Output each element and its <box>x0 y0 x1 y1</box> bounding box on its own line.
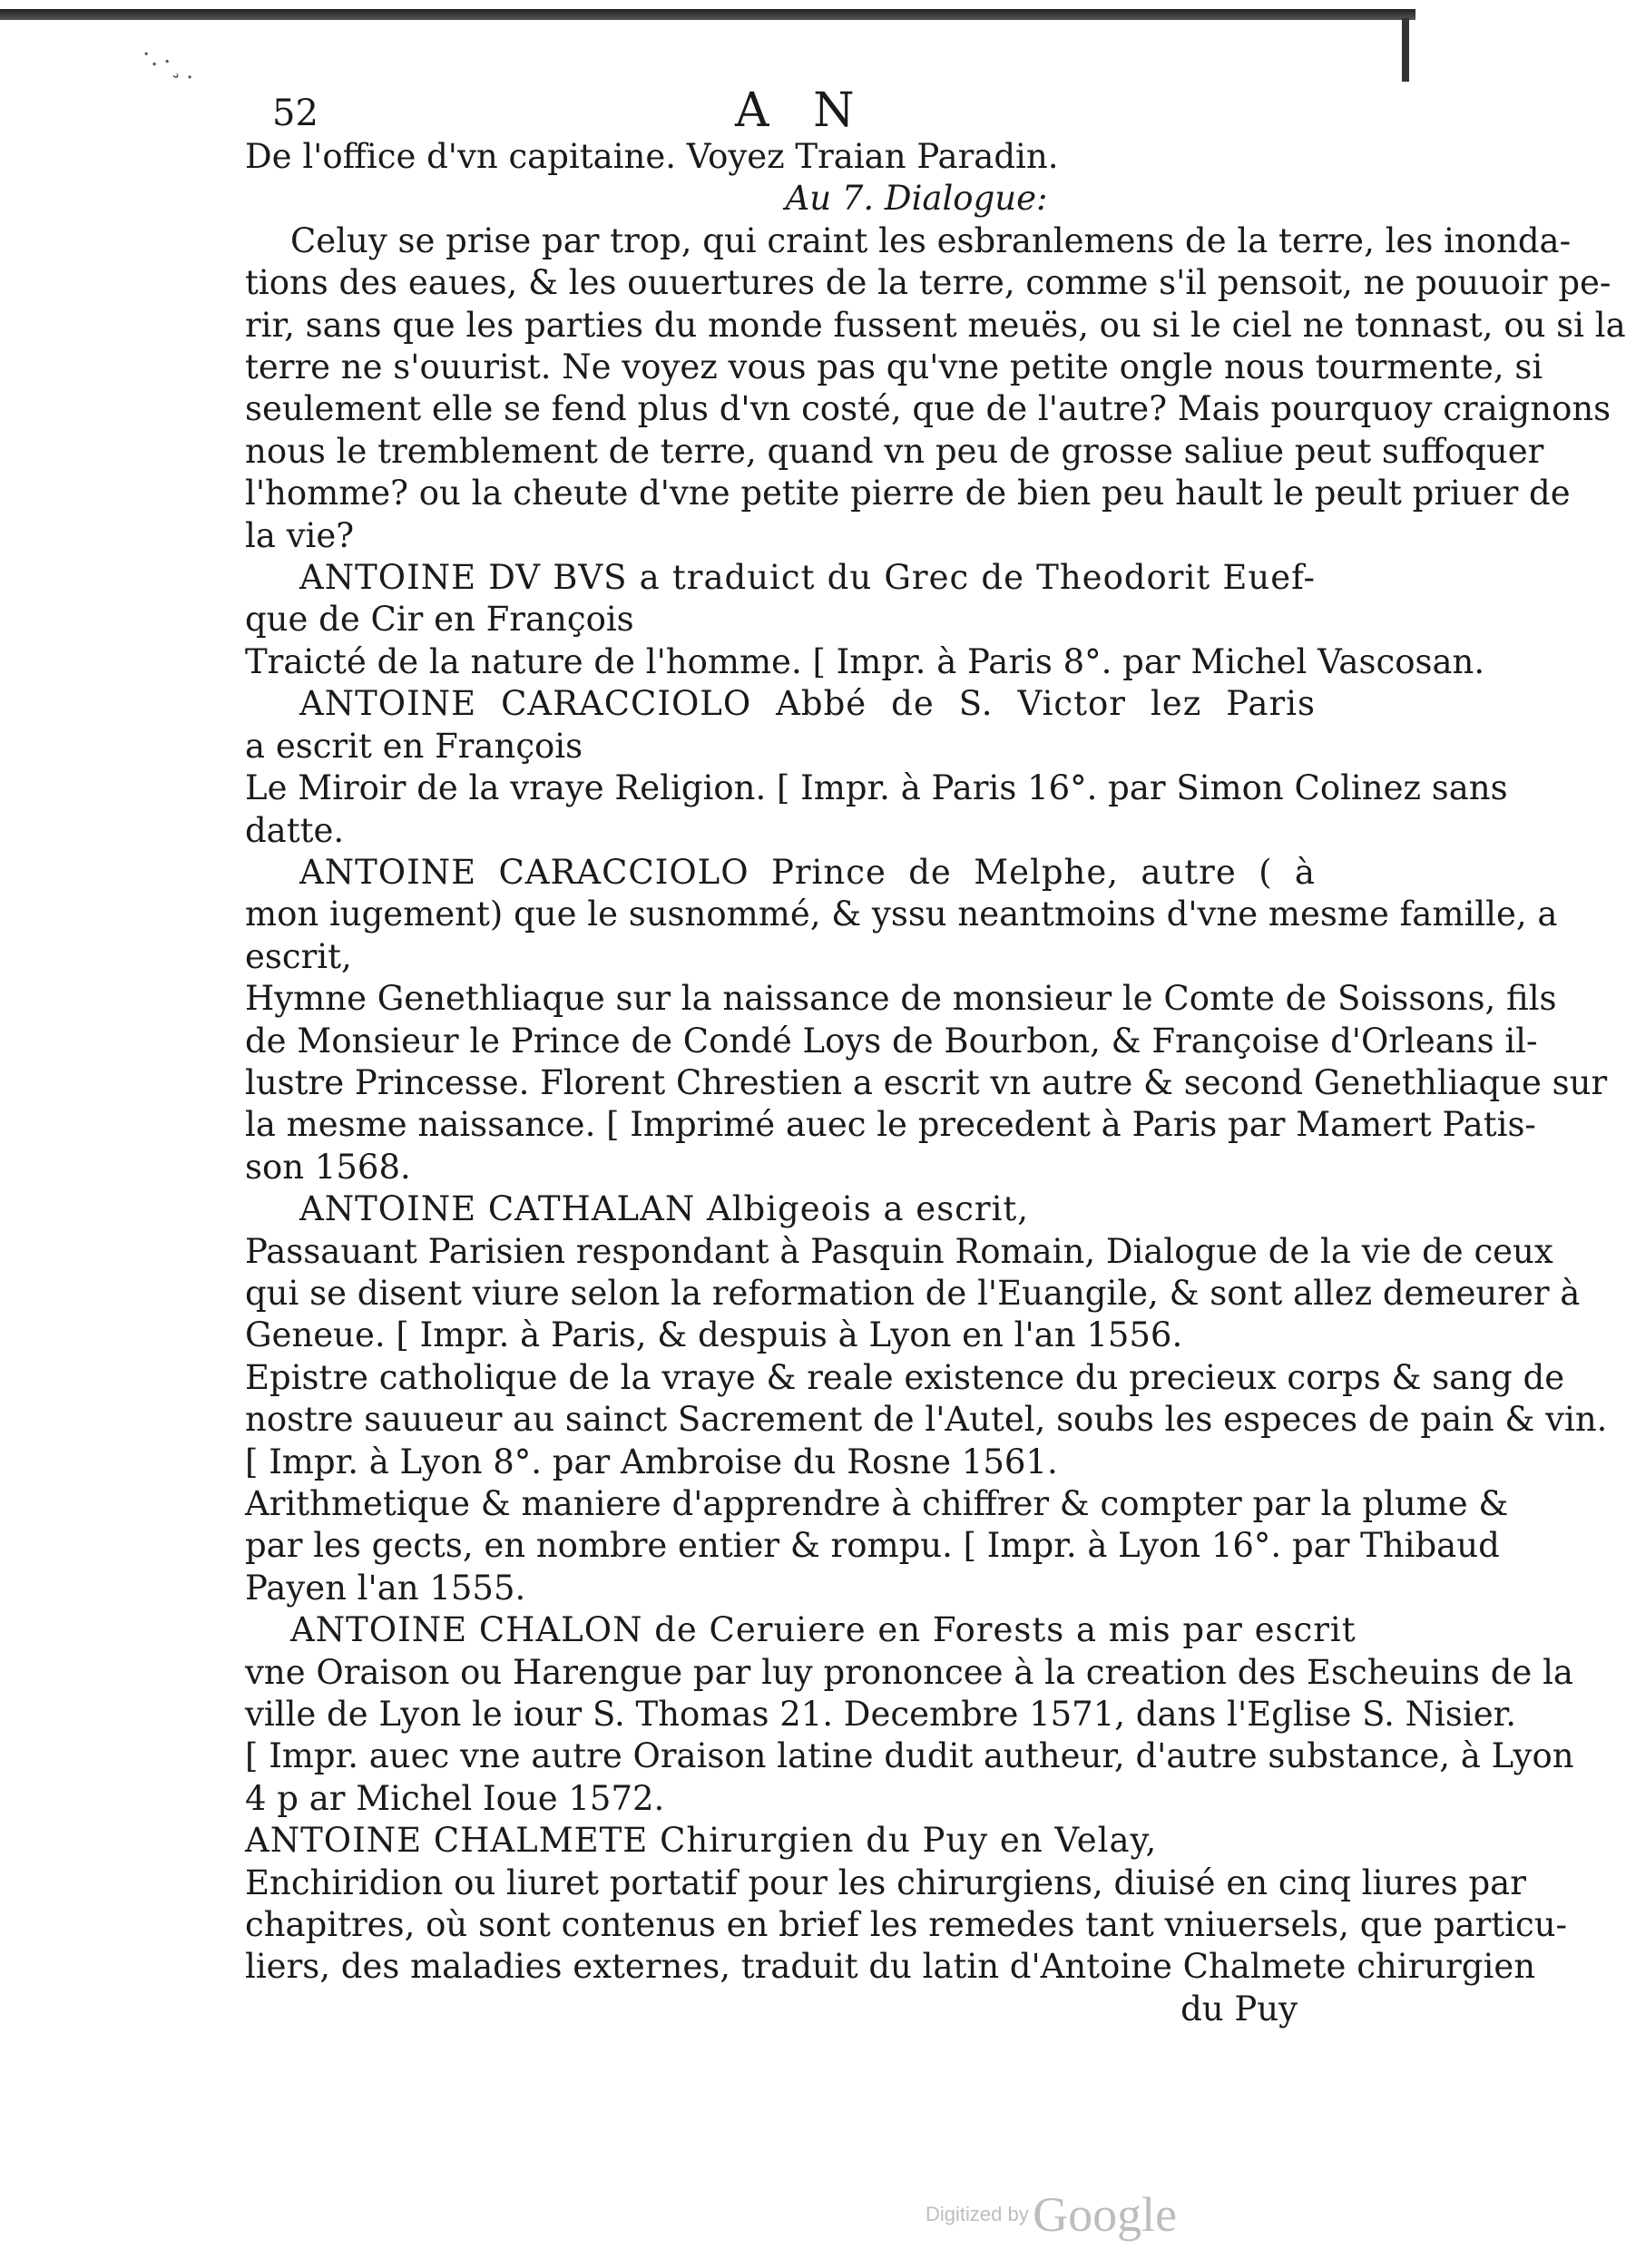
text-line: de Monsieur le Prince de Condé Loys de Bourbon, & Françoise d'Orleans il- <box>245 1021 1538 1061</box>
text-line: Passauant Parisien respondant à Pasquin Romain, Dialogue de la vie de ceux <box>245 1231 1553 1271</box>
text-line: ville de Lyon le iour S. Thomas 21. Decembre 1571, dans l'Eglise S. Nisier. <box>245 1695 1516 1735</box>
text-line: Geneue. [ Impr. à Paris, & despuis à Lyon en l'an 1556. <box>245 1315 1183 1355</box>
text-line: chapitres, où sont contenus en brief les remedes tant vniuersels, que particu- <box>245 1905 1568 1945</box>
text-line: l'homme? ou la cheute d'vne petite pierre de bien peu hault le peult priuer de <box>245 474 1571 513</box>
text-line: Au 7. Dialogue: <box>785 179 1048 219</box>
text-line: liers, des maladies externes, traduit du latin d'Antoine Chalmete chirurgien <box>245 1947 1536 1987</box>
text-line: ANTOINE CARACCIOLO Abbé de S. Victor lez Paris <box>299 684 1316 724</box>
text-line: Enchiridion ou liuret portatif pour les chirurgiens, diuisé en cinq liures par <box>245 1862 1526 1902</box>
page-number: 52 <box>272 93 318 134</box>
running-head: A N <box>735 83 869 138</box>
text-line: De l'office d'vn capitaine. Voyez Traian Paradin. <box>245 137 1059 176</box>
text-line: [ Impr. auec vne autre Oraison latine dudit autheur, d'autre substance, à Lyon <box>245 1736 1574 1776</box>
text-line: Epistre catholique de la vraye & reale existence du precieux corps & sang de <box>245 1357 1565 1397</box>
text-line: Hymne Genethliaque sur la naissance de monsieur le Comte de Soissons, fils <box>245 979 1557 1019</box>
text-line: escrit, <box>245 936 352 976</box>
body-text <box>245 136 1626 2030</box>
text-line: Arithmetique & maniere d'apprendre à chiffrer & compter par la plume & <box>245 1484 1509 1523</box>
google-logo: Google <box>1033 2187 1178 2242</box>
text-line: par les gects, en nombre entier & rompu. [ Impr. à Lyon 16°. par Thibaud <box>245 1526 1500 1566</box>
text-line: mon iugement) que le susnommé, & yssu neantmoins d'vne mesme famille, a <box>245 894 1558 934</box>
text-line: Traicté de la nature de l'homme. [ Impr. à Paris 8°. par Michel Vascosan. <box>245 641 1485 681</box>
catchword: du Puy <box>1180 1989 1298 2028</box>
text-line: qui se disent viure selon la reformation de l'Euangile, & sont allez demeurer à <box>245 1273 1581 1313</box>
text-line: ANTOINE DV BVS a traduict du Grec de Theodorit Euef- <box>299 558 1316 598</box>
text-line: a escrit en François <box>245 726 583 766</box>
text-line: terre ne s'ouurist. Ne voyez vous pas qu'vne petite ongle nous tourmente, si <box>245 347 1543 387</box>
text-line: lustre Princesse. Florent Chrestien a escrit vn autre & second Genethliaque sur <box>245 1062 1608 1102</box>
text-line: Payen l'an 1555. <box>245 1568 526 1608</box>
text-line: tions des eaues, & les ouuertures de la terre, comme s'il pensoit, ne pouuoir pe- <box>245 263 1611 303</box>
text-line: datte. <box>245 810 345 850</box>
text-line: son 1568. <box>245 1147 411 1187</box>
text-line: que de Cir en François <box>245 600 634 640</box>
text-line: Celuy se prise par trop, qui craint les esbranlemens de la terre, les inonda- <box>290 220 1572 260</box>
text-line: ANTOINE CHALMETE Chirurgien du Puy en Velay, <box>245 1821 1158 1861</box>
text-line: la mesme naissance. [ Imprimé auec le precedent à Paris par Mamert Patis- <box>245 1105 1536 1145</box>
text-line: seulement elle se fend plus d'vn costé, que de l'autre? Mais pourquoy craignons <box>245 389 1611 429</box>
text-line: Le Miroir de la vraye Religion. [ Impr. à Paris 16°. par Simon Colinez sans <box>245 768 1508 808</box>
ink-specks-decoration: ·.·¸. <box>137 40 204 87</box>
text-line: nous le tremblement de terre, quand vn peu de grosse saliue peut suffoquer <box>245 431 1544 471</box>
text-line: 4 p ar Michel Ioue 1572. <box>245 1778 665 1818</box>
text-line: nostre sauueur au sainct Sacrement de l'Autel, soubs les especes de pain & vin. <box>245 1400 1608 1440</box>
binding-edge-mark <box>1402 18 1409 82</box>
digitized-by-watermark <box>926 2186 1177 2243</box>
text-line: vne Oraison ou Harengue par luy prononcee à la creation des Escheuins de la <box>245 1652 1573 1692</box>
watermark-prefix: Digitized by <box>926 2203 1029 2225</box>
text-line: rir, sans que les parties du monde fussent meuës, ou si le ciel ne tonnast, ou si la <box>245 305 1626 345</box>
top-border-rule <box>0 9 1415 20</box>
text-line: la vie? <box>245 515 355 555</box>
text-line: ANTOINE CHALON de Ceruiere en Forests a mis par escrit <box>290 1610 1357 1650</box>
text-line: [ Impr. à Lyon 8°. par Ambroise du Rosne 1561. <box>245 1442 1058 1481</box>
text-line: ANTOINE CARACCIOLO Prince de Melphe, autre ( à <box>299 852 1316 892</box>
text-line: ANTOINE CATHALAN Albigeois a escrit, <box>299 1189 1030 1229</box>
